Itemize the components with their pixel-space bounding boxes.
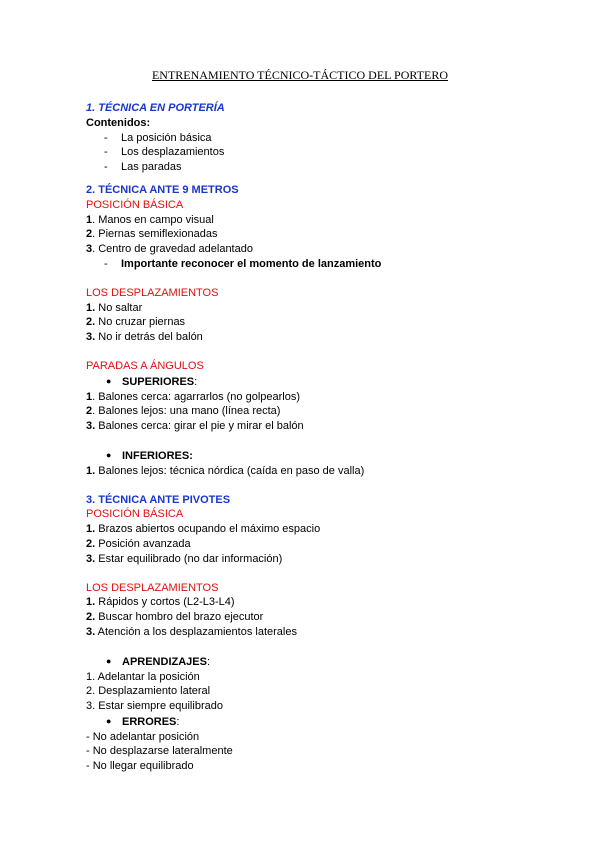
- list-item: 2. Desplazamiento lateral: [86, 685, 211, 698]
- bullet-icon: ●: [106, 449, 112, 460]
- list-item: 3. No ir detrás del balón: [86, 331, 203, 344]
- important-note: - Importante reconocer el momento de lanzamiento: [104, 257, 382, 270]
- list-item: 3. Estar equilibrado (no dar información): [86, 552, 283, 565]
- dash-icon: -: [104, 131, 108, 144]
- list-item: - Las paradas: [104, 161, 182, 174]
- superiores-bullet: ● SUPERIORES:: [106, 375, 198, 388]
- list-item: 2. Posición avanzada: [86, 537, 191, 550]
- list-item: - Los desplazamientos: [104, 146, 225, 159]
- list-item: 2. No cruzar piernas: [86, 316, 186, 329]
- dash-icon: -: [104, 161, 108, 174]
- list-item: - La posición básica: [104, 131, 212, 144]
- list-item: 3. Balones cerca: girar el pie y mirar el balón: [86, 420, 304, 433]
- list-item: 1. Balones lejos: técnica nórdica (caída en paso de valla): [86, 464, 365, 477]
- list-item: 1. No saltar: [86, 301, 143, 314]
- section-2-heading: 2. TÉCNICA ANTE 9 METROS: [86, 183, 239, 196]
- section-1-heading: 1. TÉCNICA EN PORTERÍA: [86, 102, 225, 114]
- inferiores-bullet: ● INFERIORES:: [106, 449, 193, 462]
- list-item: 3. Estar siempre equilibrado: [86, 700, 223, 713]
- list-item: 1. Adelantar la posición: [86, 670, 200, 683]
- errores-bullet: ● ERRORES:: [106, 715, 180, 728]
- paradas-heading: PARADAS A ÁNGULOS: [86, 359, 204, 372]
- posicion-basica-heading: POSICIÓN BÁSICA: [86, 508, 184, 521]
- list-item: 1. Manos en campo visual: [86, 213, 214, 226]
- desplazamientos-heading: LOS DESPLAZAMIENTOS: [86, 286, 219, 299]
- contenidos-label: Contenidos:: [86, 116, 151, 129]
- list-item: - No adelantar posición: [86, 730, 200, 743]
- aprendizajes-bullet: ● APRENDIZAJES:: [106, 655, 211, 668]
- section-3-heading: 3. TÉCNICA ANTE PIVOTES: [86, 493, 231, 506]
- list-item: 2. Buscar hombro del brazo ejecutor: [86, 611, 264, 624]
- dash-icon: -: [104, 257, 108, 270]
- bullet-icon: ●: [106, 375, 112, 386]
- list-item: 2. Piernas semiflexionadas: [86, 228, 218, 241]
- list-item: 1. Balones cerca: agarrarlos (no golpearlos): [86, 390, 301, 403]
- posicion-basica-heading: POSICIÓN BÁSICA: [86, 198, 184, 211]
- list-item: - No desplazarse lateralmente: [86, 745, 233, 758]
- bullet-icon: ●: [106, 655, 112, 666]
- document-title: ENTRENAMIENTO TÉCNICO-TÁCTICO DEL PORTERO: [151, 68, 449, 82]
- list-item: 3. Centro de gravedad adelantado: [86, 243, 253, 256]
- list-item: - No llegar equilibrado: [86, 760, 194, 773]
- list-item: 1. Brazos abiertos ocupando el máximo espacio: [86, 523, 321, 536]
- list-item: 3. Atención a los desplazamientos laterales: [86, 625, 297, 638]
- list-item: 1. Rápidos y cortos (L2-L3-L4): [86, 596, 235, 609]
- dash-icon: -: [104, 146, 108, 159]
- desplazamientos-heading: LOS DESPLAZAMIENTOS: [86, 581, 219, 594]
- document-body: [86, 101, 546, 774]
- list-item: 2. Balones lejos: una mano (línea recta): [86, 405, 281, 418]
- bullet-icon: ●: [106, 715, 112, 726]
